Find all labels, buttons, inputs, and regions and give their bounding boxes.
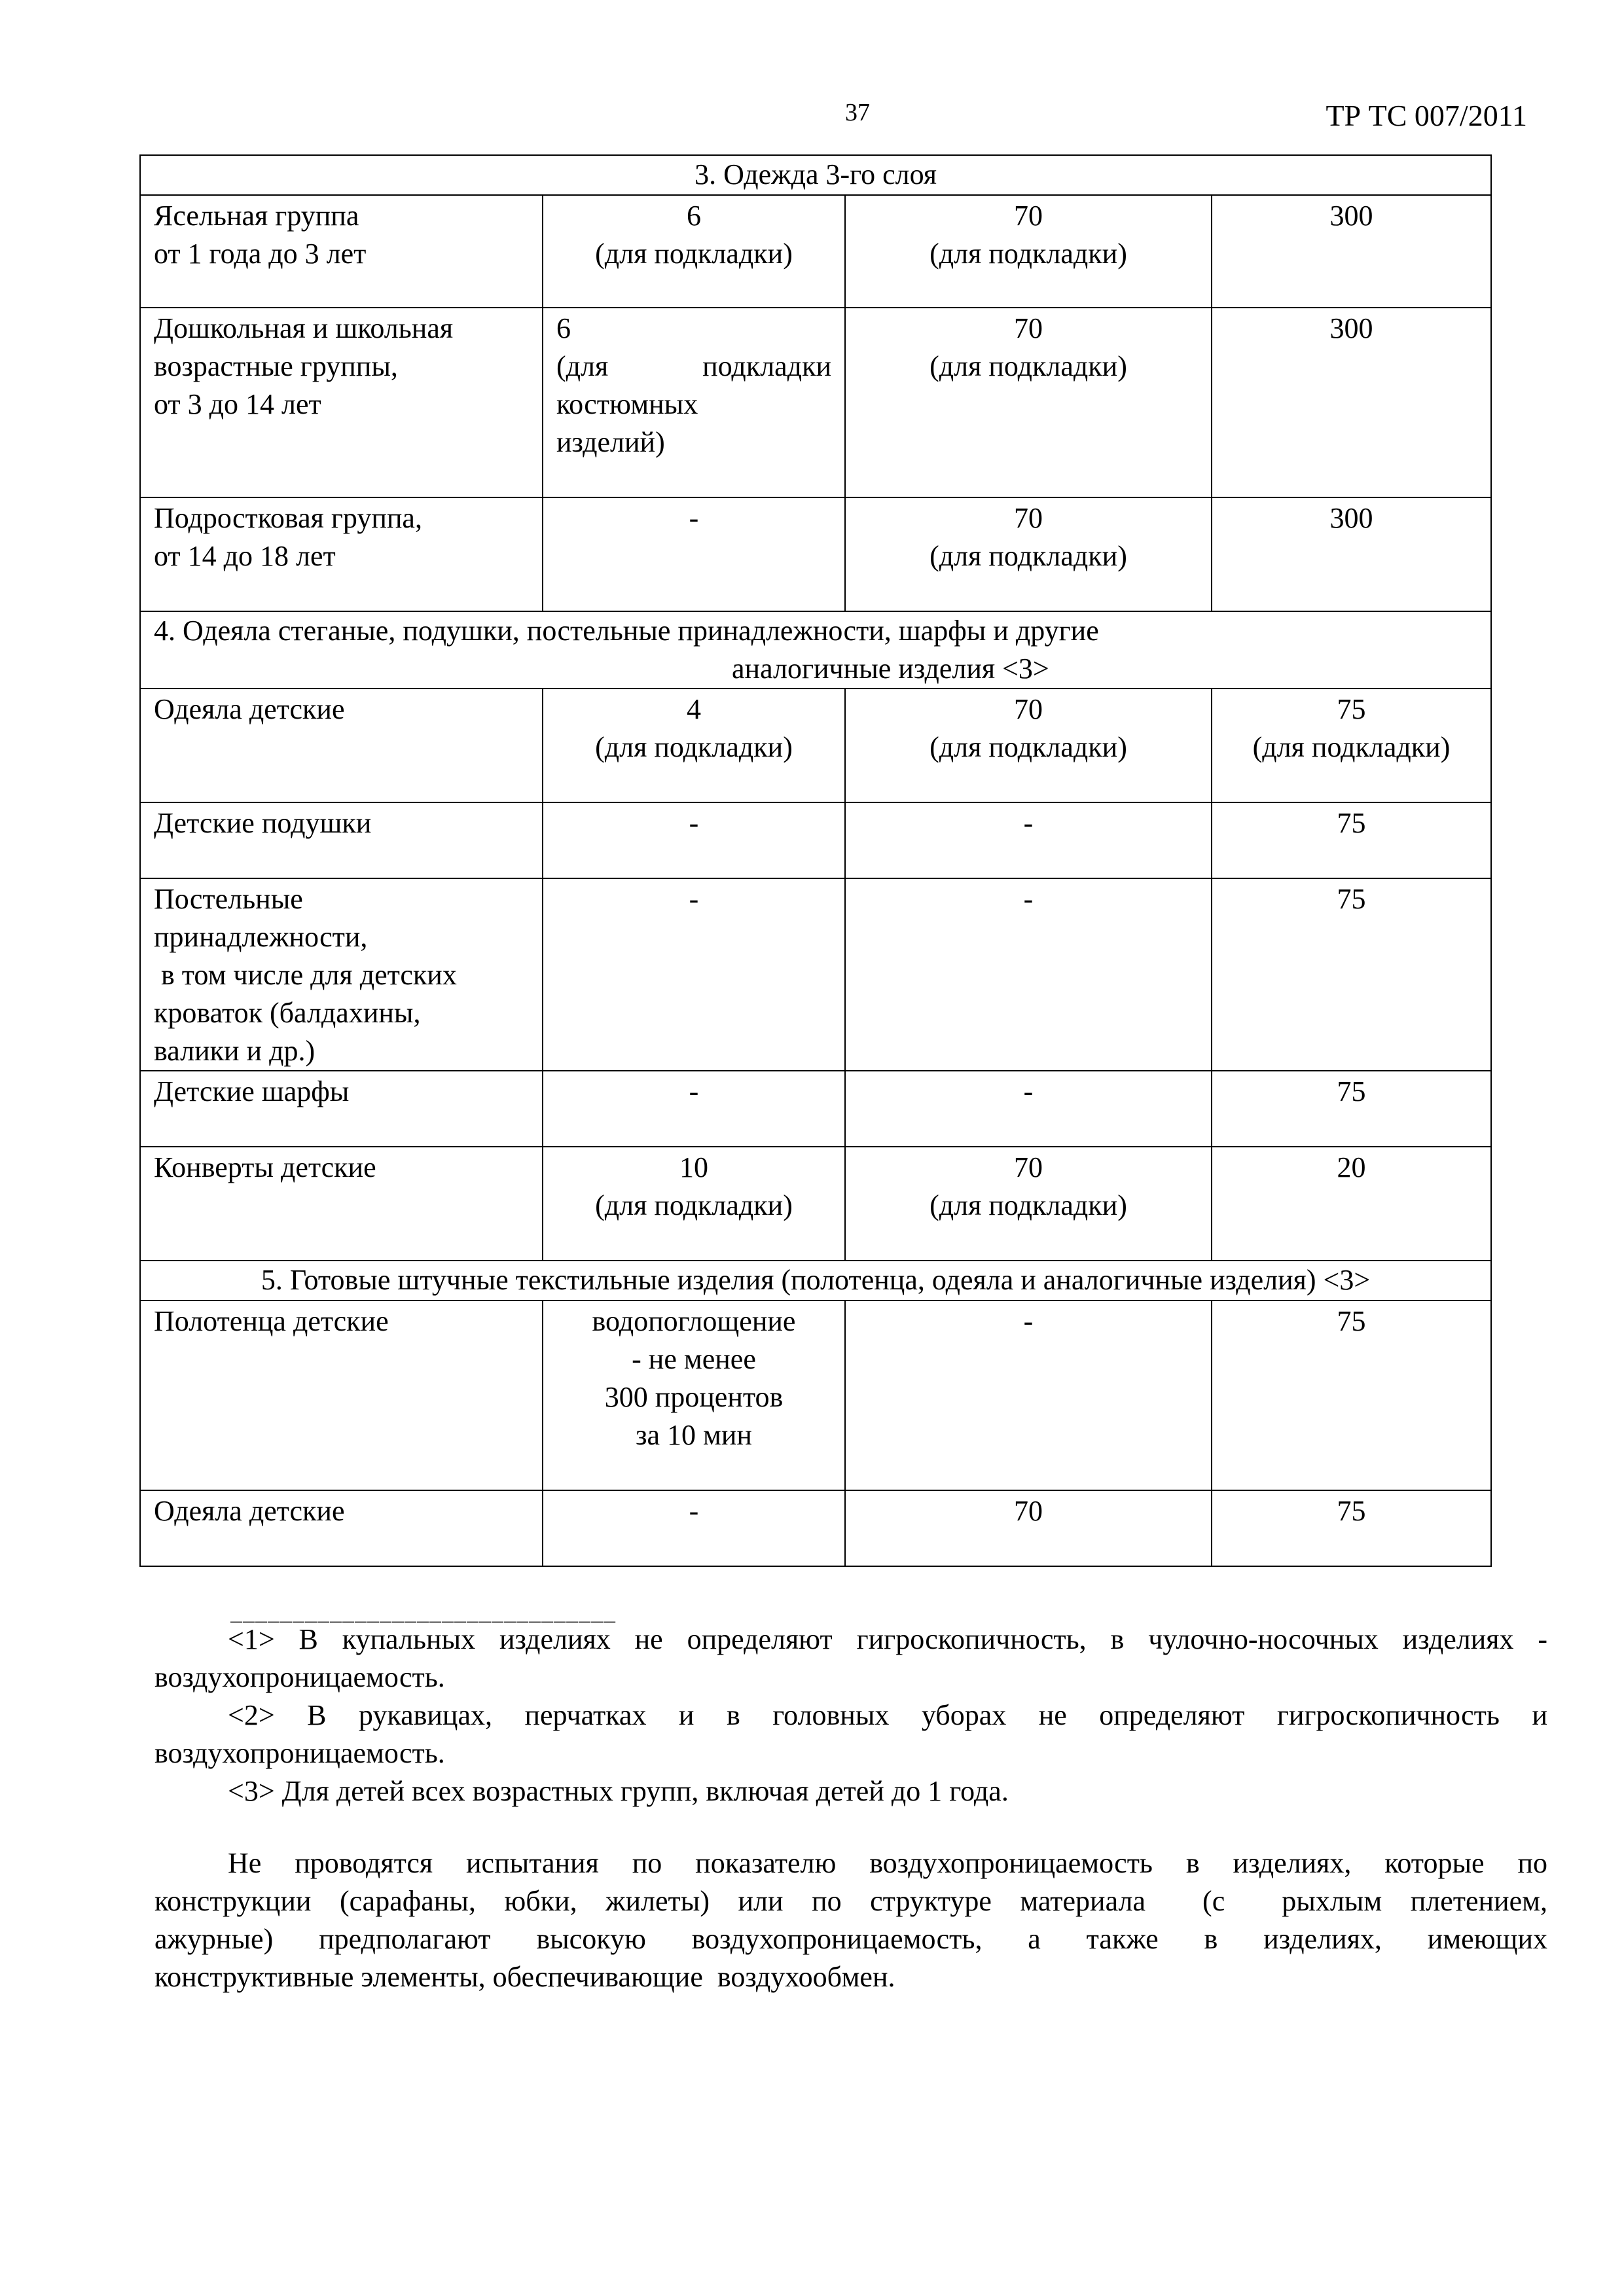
table-row	[140, 195, 1491, 308]
footnote-1: <1> В купальных изделиях не определяют гигроскопичность, в чулочно-носочных изделиях -	[228, 1623, 1547, 1655]
value-cell: 75	[1212, 1490, 1491, 1566]
value-cell: -	[845, 878, 1212, 1071]
value-cell: -	[845, 802, 1212, 878]
body-paragraph: Не проводятся испытания по показателю воздухопроницаемость в изделиях, которые по конструкции (сарафаны, юбки, жилеты) или по структуре материала (с рыхлым плетением, ажурные) предполагают высокую воздухопроницаемость, а также в изделиях, имеющих конструктивные элементы, обеспечивающие воздухообмен.	[154, 1847, 1547, 1993]
value-cell: -	[845, 1071, 1212, 1147]
value-cell: 75	[1212, 802, 1491, 878]
item-cell: Детские шарфы	[140, 1071, 543, 1147]
section-title: 5. Готовые штучные текстильные изделия (полотенца, одеяла и аналогичные изделия) <3>	[140, 1261, 1491, 1300]
group-cell: Ясельная группа от 1 года до 3 лет	[140, 195, 543, 308]
value-cell: водопоглощение - не менее 300 процентов за 10 мин	[543, 1300, 845, 1490]
footnotes	[154, 1621, 1547, 1810]
value-cell: 75	[1212, 1300, 1491, 1490]
value-cell: -	[543, 1490, 845, 1566]
footnote-3: <3> Для детей всех возрастных групп, включая детей до 1 года.	[228, 1775, 1009, 1807]
value-cell: 10 (для подкладки)	[543, 1147, 845, 1261]
section-row-3	[140, 155, 1491, 195]
group-cell: Дошкольная и школьная возрастные группы, от 3 до 14 лет	[140, 308, 543, 497]
table-row	[140, 497, 1491, 611]
item-cell: Постельные принадлежности, в том числе для детских кроваток (балдахины, валики и др.)	[140, 878, 543, 1071]
value-cell: -	[543, 1071, 845, 1147]
value-cell: 70 (для подкладки)	[845, 689, 1212, 802]
value-cell: 4 (для подкладки)	[543, 689, 845, 802]
section-row-4	[140, 611, 1491, 689]
value-cell: -	[543, 878, 845, 1071]
item-cell: Одеяла детские	[140, 689, 543, 802]
table-row	[140, 1147, 1491, 1261]
value-cell: 70 (для подкладки)	[845, 1147, 1212, 1261]
table-row	[140, 1490, 1491, 1566]
group-cell: Подростковая группа, от 14 до 18 лет	[140, 497, 543, 611]
value-cell: 75	[1212, 1071, 1491, 1147]
footnote-2-cont: воздухопроницаемость.	[154, 1737, 445, 1769]
item-cell: Одеяла детские	[140, 1490, 543, 1566]
section-title: 4. Одеяла стеганые, подушки, постельные принадлежности, шарфы и другие аналогичные изделия <3>	[140, 611, 1491, 689]
document-code: ТР ТС 007/2011	[1326, 99, 1527, 132]
footnote-1-cont: воздухопроницаемость.	[154, 1661, 445, 1693]
value-cell: 6 (для подкладки)	[543, 195, 845, 308]
table-row	[140, 308, 1491, 497]
value-cell: 300	[1212, 195, 1491, 308]
value-cell: 70 (для подкладки)	[845, 497, 1212, 611]
value-cell: 20	[1212, 1147, 1491, 1261]
value-cell: 70 (для подкладки)	[845, 308, 1212, 497]
value-cell: 75	[1212, 878, 1491, 1071]
section-row-5	[140, 1261, 1491, 1300]
table-row	[140, 802, 1491, 878]
page-number: 37	[845, 99, 870, 126]
value-cell: 75 (для подкладки)	[1212, 689, 1491, 802]
table-row	[140, 878, 1491, 1071]
footnote-separator: _______________________________	[230, 1605, 617, 1627]
value-cell: 70	[845, 1490, 1212, 1566]
table-row	[140, 689, 1491, 802]
footnote-2: <2> В рукавицах, перчатках и в головных уборах не определяют гигроскопичность и	[228, 1699, 1547, 1731]
item-cell: Детские подушки	[140, 802, 543, 878]
table-row	[140, 1071, 1491, 1147]
section-title: 3. Одежда 3-го слоя	[140, 155, 1491, 195]
value-cell: -	[543, 497, 845, 611]
value-cell: 300	[1212, 497, 1491, 611]
value-cell: -	[845, 1300, 1212, 1490]
value-cell: 6 (для подкладки костюмных изделий)	[543, 308, 845, 497]
value-cell: -	[543, 802, 845, 878]
item-cell: Конверты детские	[140, 1147, 543, 1261]
value-cell: 70 (для подкладки)	[845, 195, 1212, 308]
requirements-table	[139, 154, 1492, 1567]
item-cell: Полотенца детские	[140, 1300, 543, 1490]
table-row	[140, 1300, 1491, 1490]
value-cell: 300	[1212, 308, 1491, 497]
